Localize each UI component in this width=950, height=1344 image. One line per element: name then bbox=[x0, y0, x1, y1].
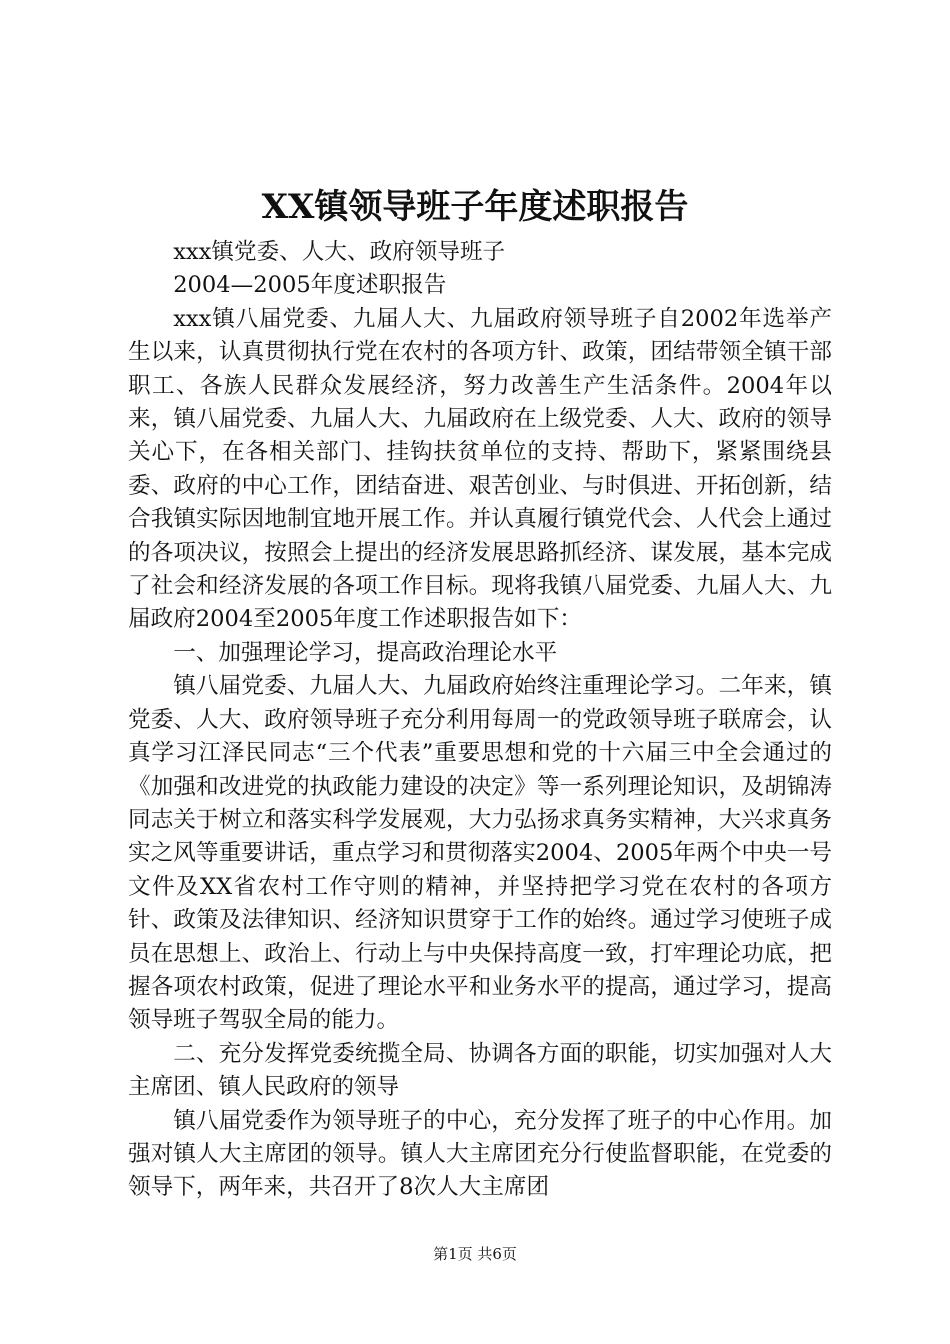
paragraph-section-2: 镇八届党委作为领导班子的中心，充分发挥了班子的中心作用。加强对镇人大主席团的领导。镇人大主席团充分行使监督职能，在党委的领导下，两年来，共召开了8次人大主席团 bbox=[128, 1107, 832, 1201]
paragraph-header-line-1: xxx镇党委、人大、政府领导班子 bbox=[173, 239, 506, 265]
paragraph-intro: xxx镇八届党委、九届人大、九届政府领导班子自2002年选举产生以来，认真贯彻执行党在农村的各项方针、政策，团结带领全镇干部职工、各族人民群众发展经济，努力改善生产生活条件。2004年以来，镇八届党委、九届人大、九届政府在上级党委、人大、政府的领导关心下，在各相关部门、挂钩扶贫单位的支持、帮助下，紧紧围绕县委、政府的中心工作，团结奋进、艰苦创业、与时俱进、开拓创新，结合我镇实际因地制宜地开展工作。并认真履行镇党代会、人代会上通过的各项决议，按照会上提出的经济发展思路抓经济、谋发展，基本完成了社会和经济发展的各项工作目标。现将我镇八届党委、九届人大、九届政府2004至2005年度工作述职报告如下： bbox=[128, 305, 832, 633]
paragraph-section-1: 镇八届党委、九届人大、九届政府始终注重理论学习。二年来，镇党委、人大、政府领导班子充分利用每周一的党政领导班子联席会，认真学习江泽民同志“三个代表”重要思想和党的十六届三中全会通过的《加强和改进党的执政能力建设的决定》等一系列理论知识，及胡锦涛同志关于树立和落实科学发展观，大力弘扬求真务实精神，大兴求真务实之风等重要讲话，重点学习和贯彻落实2004、2005年两个中央一号文件及XX省农村工作守则的精神，并坚持把学习党在农村的各项方针、政策及法律知识、经济知识贯穿于工作的始终。通过学习使班子成员在思想上、政治上、行动上与中央保持高度一致，打牢理论功底，把握各项农村政策，促进了理论水平和业务水平的提高，通过学习，提高领导班子驾驭全局的能力。 bbox=[128, 673, 832, 1034]
document-body bbox=[128, 236, 832, 1205]
section-heading-1: 一、加强理论学习，提高政治理论水平 bbox=[173, 639, 558, 666]
document-title: XX镇领导班子年度述职报告 bbox=[261, 187, 689, 227]
paragraph-header-line-2: 2004—2005年度述职报告 bbox=[173, 272, 447, 299]
page-footer: 第1页 共6页 bbox=[433, 1245, 517, 1263]
section-heading-2: 二、充分发挥党委统揽全局、协调各方面的职能，切实加强对人大主席团、镇人民政府的领导 bbox=[128, 1040, 832, 1101]
